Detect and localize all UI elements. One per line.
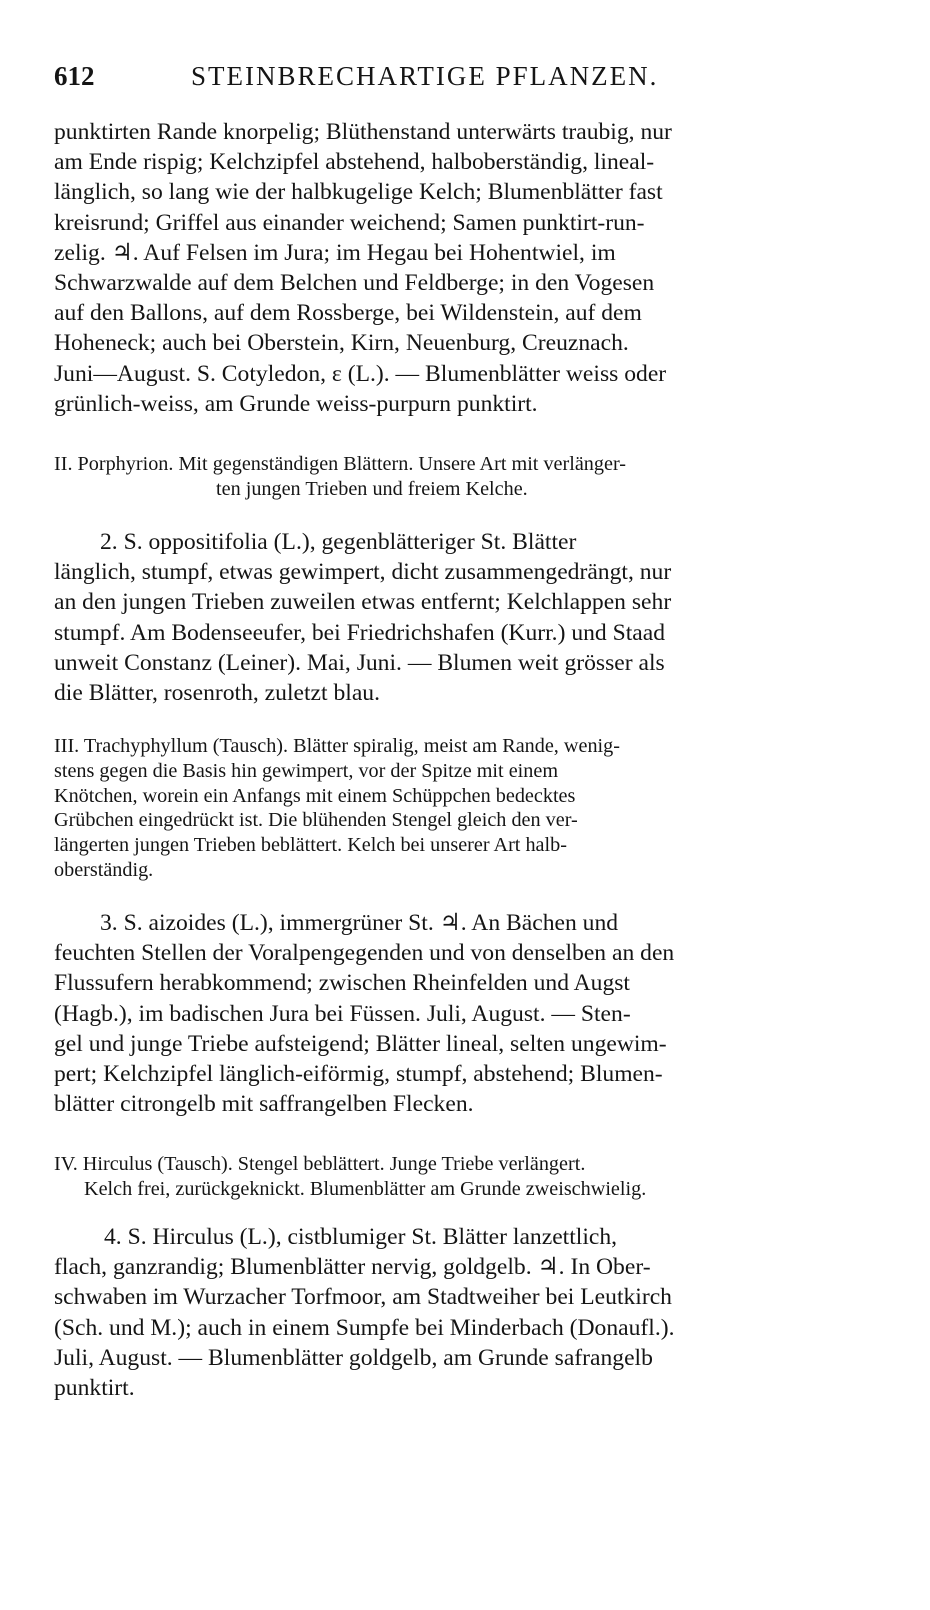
text-line: Juni—August. S. Cotyledon, ε (L.). — Blumenblätter weiss oder <box>54 360 667 387</box>
text-line: längerten jungen Trieben beblättert. Kelch bei unserer Art halb- <box>54 834 567 857</box>
text-line: länglich, stumpf, etwas gewimpert, dicht zusammengedrängt, nur <box>54 559 672 586</box>
text-line: oberständig. <box>54 858 154 881</box>
text-line: punktirt. <box>54 1375 135 1402</box>
text-line: 4. S. Hirculus (L.), cistblumiger St. Blätter lanzettlich, <box>104 1224 618 1250</box>
text-line: stens gegen die Basis hin gewimpert, vor der Spitze mit einem <box>54 759 559 782</box>
species-entry-oppositifolia <box>54 527 868 708</box>
text-line: blätter citrongelb mit saffrangelben Flecken. <box>54 1091 474 1118</box>
text-line: an den jungen Trieben zuweilen etwas entfernt; Kelchlappen sehr <box>54 589 672 616</box>
text-line: schwaben im Wurzacher Torfmoor, am Stadtweiher bei Leutkirch <box>54 1284 672 1311</box>
text-line: II. Porphyrion. Mit gegenständigen Blättern. Unsere Art mit verlänger- <box>54 453 626 475</box>
species-entry-aizoides <box>54 908 868 1119</box>
section-heading-hirculus <box>54 1152 868 1202</box>
text-line: Kelch frei, zurückgeknickt. Blumenblätter am Grunde zweischwielig. <box>84 1177 647 1200</box>
text-line: länglich, so lang wie der halbkugelige Kelch; Blumenblätter fast <box>54 179 663 206</box>
text-line: auf den Ballons, auf dem Rossberge, bei Wildenstein, auf dem <box>54 300 642 327</box>
text-line: Knötchen, worein ein Anfangs mit einem Schüppchen bedecktes <box>54 784 576 807</box>
text-line: grünlich-weiss, am Grunde weiss-purpurn punktirt. <box>54 390 538 417</box>
text-line: zelig. ♃. Auf Felsen im Jura; im Hegau bei Hohentwiel, im <box>54 239 616 266</box>
text-line: die Blätter, rosenroth, zuletzt blau. <box>54 680 380 707</box>
text-line: (Sch. und M.); auch in einem Sumpfe bei Minderbach (Donaufl.). <box>54 1314 675 1341</box>
paragraph-continuation <box>54 117 868 419</box>
text-line: gel und junge Triebe aufsteigend; Blätter lineal, selten ungewim- <box>54 1030 667 1057</box>
text-line: 3. S. aizoides (L.), immergrüner St. ♃. An Bächen und <box>100 910 619 936</box>
section-heading-trachyphyllum <box>54 734 868 883</box>
section-heading-porphyrion <box>54 452 868 502</box>
text-line: stumpf. Am Bodenseeufer, bei Friedrichshafen (Kurr.) und Staad <box>54 619 666 646</box>
text-line: am Ende rispig; Kelchzipfel abstehend, halboberständig, lineal- <box>54 149 655 176</box>
text-line: pert; Kelchzipfel länglich-eiförmig, stumpf, abstehend; Blumen- <box>54 1061 663 1088</box>
text-line: (Hagb.), im badischen Jura bei Füssen. Juli, August. — Sten- <box>54 1000 631 1027</box>
text-line: ten jungen Trieben und freiem Kelche. <box>216 477 528 500</box>
page-number: 612 <box>54 61 95 91</box>
text-line: III. Trachyphyllum (Tausch). Blätter spiralig, meist am Rande, wenig- <box>54 735 620 757</box>
text-line: Hoheneck; auch bei Oberstein, Kirn, Neuenburg, Creuznach. <box>54 330 629 357</box>
text-line: flach, ganzrandig; Blumenblätter nervig, goldgelb. ♃. In Ober- <box>54 1254 651 1281</box>
text-line: IV. Hirculus (Tausch). Stengel beblättert. Junge Triebe verlängert. <box>54 1153 586 1175</box>
page-header <box>54 58 874 94</box>
text-line: 2. S. oppositifolia (L.), gegenblätteriger St. Blätter <box>100 529 577 555</box>
species-entry-hirculus <box>54 1222 868 1403</box>
running-title: STEINBRECHARTIGE PFLANZEN. <box>191 61 659 91</box>
text-line: feuchten Stellen der Voralpengegenden und von denselben an den <box>54 940 675 967</box>
text-line: Grübchen eingedrückt ist. Die blühenden Stengel gleich den ver- <box>54 809 578 832</box>
text-line: unweit Constanz (Leiner). Mai, Juni. — Blumen weit grösser als <box>54 649 665 676</box>
text-line: Flussufern herabkommend; zwischen Rheinfelden und Augst <box>54 970 630 997</box>
text-line: Juli, August. — Blumenblätter goldgelb, am Grunde safrangelb <box>54 1344 653 1371</box>
text-line: punktirten Rande knorpelig; Blüthenstand unterwärts traubig, nur <box>54 119 672 145</box>
text-line: Schwarzwalde auf dem Belchen und Feldberge; in den Vogesen <box>54 270 655 297</box>
text-line: kreisrund; Griffel aus einander weichend; Samen punktirt-run- <box>54 209 645 236</box>
